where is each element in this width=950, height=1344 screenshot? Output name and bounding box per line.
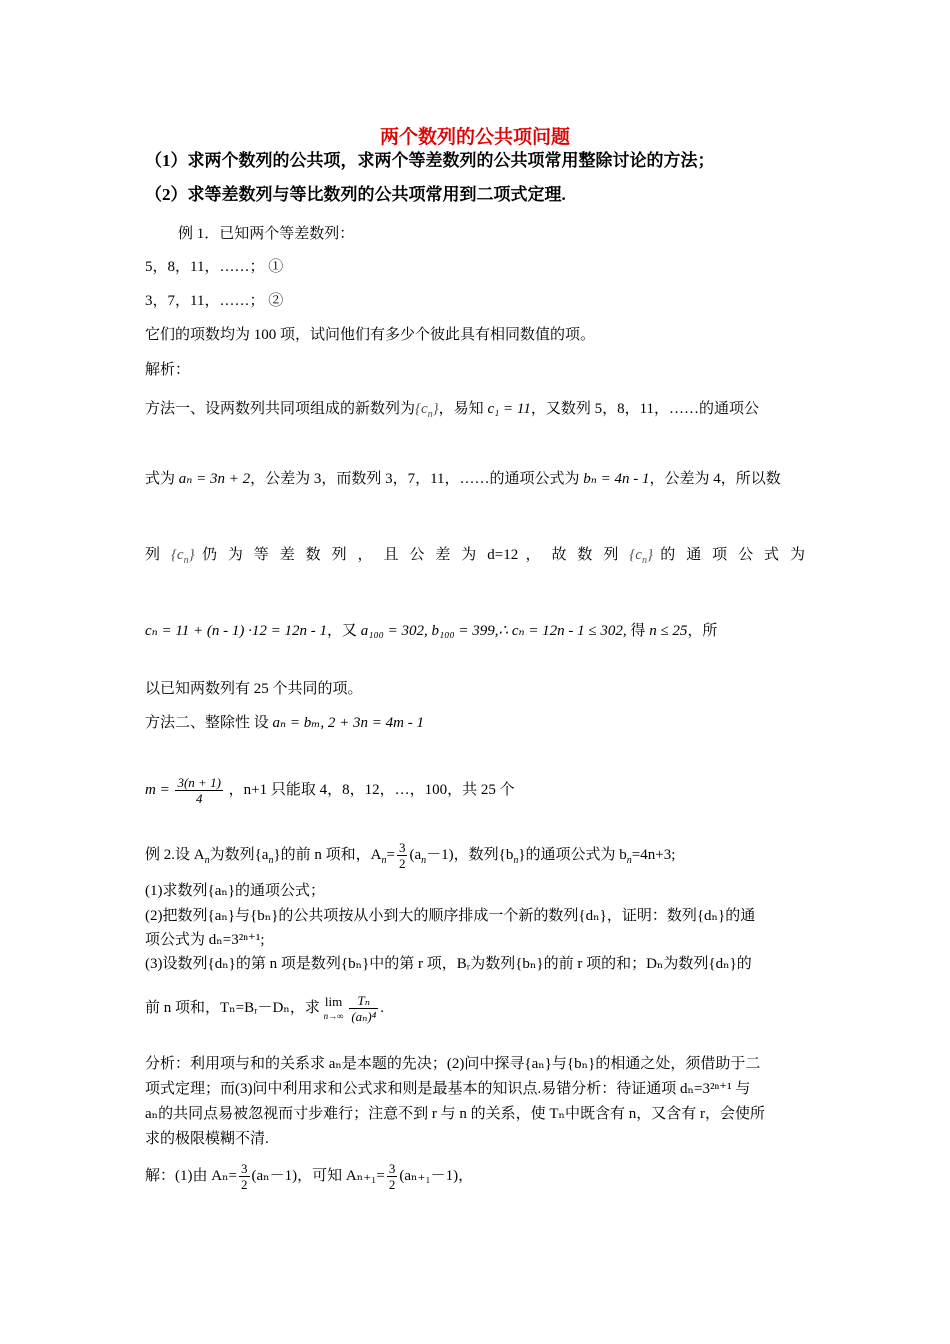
formula-values: a₁₀₀ = 302, b₁₀₀ = 399,∴ cₙ = 12n - 1 ≤ 302, xyxy=(360,623,627,639)
sequence-2: 3，7，11，……； ② xyxy=(145,293,284,309)
question-3a: (3)设数列{dₙ}的第 n 项是数列{bₙ}中的第 r 项，Bᵣ为数列{bₙ}的前 r 项的和；Dₙ为数列{dₙ}的 xyxy=(145,956,752,972)
question-2b: 项公式为 dₙ=3²ⁿ⁺¹; xyxy=(145,932,265,948)
method1-line1: 方法一、设两数列共同项组成的新数列为$\{c_n\}$，易知 c₁ = 11，又数列 5，8，11，……的通项公 xyxy=(145,401,760,420)
example1-question: 它们的项数均为 100 项，试问他们有多少个彼此具有相同数值的项。 xyxy=(145,327,596,343)
formula-bn: bₙ = 4n - 1 xyxy=(583,471,650,487)
formula-n-bound: n ≤ 25 xyxy=(649,623,688,639)
method1-conclusion: 以已知两数列有 25 个共同的项。 xyxy=(145,681,363,697)
method1-line2: 式为 aₙ = 3n + 2，公差为 3，而数列 3，7，11，……的通项公式为 bₙ = 4n - 1，公差为 4，所以数 xyxy=(145,471,781,487)
limit-fraction: $\frac{\text{Tₙ}}{\text{(aₙ)⁴}}$ xyxy=(351,993,377,1025)
method1-line4: cₙ = 11 + (n - 1) ·12 = 12n - 1，又 a₁₀₀ = 302, b₁₀₀ = 399,∴ cₙ = 12n - 1 ≤ 302, 得 n ≤ 25，所 xyxy=(145,623,718,639)
formula-an: aₙ = 3n + 2 xyxy=(178,471,251,487)
set-cn: $\{c_n\}$ xyxy=(415,401,439,420)
analysis-line3: aₙ的共同点易被忽视而寸步难行；注意不到 r 与 n 的关系，使 Tₙ中既含有 n，又含有 r，会使所 xyxy=(145,1106,766,1122)
analysis-line4: 求的极限模糊不清. xyxy=(145,1131,269,1147)
analysis-label: 解析： xyxy=(145,362,191,378)
method2-line2: m = $\frac{3(n + 1)}{4}$ ，n+1 只能取 4，8，12，…，100，共 25 个 xyxy=(145,775,515,807)
limit-symbol: lim n→∞ xyxy=(323,993,344,1021)
method1-line3: 列 $\{c_n\}$ 仍 为 等 差 数 列 ， 且 公 差 为 d=12 ， 故 数 列 $\{c_n\}$ 的 通 项 公 式 为 xyxy=(145,547,805,566)
question-2a: (2)把数列{aₙ}与{bₙ}的公共项按从小到大的顺序排成一个新的数列{dₙ}，证明：数列{dₙ}的通 xyxy=(145,908,756,924)
sequence-1: 5，8，11，……； ① xyxy=(145,259,284,275)
example2-line1: 例 2.设 $A_n$为数列$\{a_n\}$的前 n 项和，$A_n=$ $\frac{3}{2}$ $(a_n-1)$，数列$\{b_n\}$的通项公式为 $b_n=4n+3$; xyxy=(145,840,676,872)
question-1: (1)求数列{aₙ}的通项公式； xyxy=(145,883,326,899)
formula-cn: cₙ = 11 + (n - 1) ·12 = 12n - 1 xyxy=(145,623,327,639)
method-heading-2: （2）求等差数列与等比数列的公共项常用到二项式定理. xyxy=(145,185,566,204)
formula-c1: c₁ = 11 xyxy=(487,401,531,417)
question-3b: 前 n 项和，Tₙ=Bᵣ－Dₙ，求 lim n→∞ $\frac{\text{Tₙ}}{\text{(aₙ)⁴}}$ . xyxy=(145,993,385,1025)
fraction-3-2: $\frac{3}{2}$ xyxy=(398,840,406,872)
example1-intro: 例 1．已知两个等差数列： xyxy=(178,226,355,242)
analysis-line2: 项式定理；而(3)问中利用求和公式求和则是最基本的知识点.易错分析：待证通项 dₙ=3²ⁿ⁺¹ 与 xyxy=(145,1081,751,1097)
method-heading-1: （1）求两个数列的公共项，求两个等差数列的公共项常用整除讨论的方法； xyxy=(145,151,715,170)
fraction-m: $\frac{3(n + 1)}{4}$ xyxy=(177,775,221,807)
set-cn-2: $\{c_n\}$ xyxy=(170,547,195,566)
method2-line1: 方法二、整除性 设 aₙ = bₘ, 2 + 3n = 4m - 1 xyxy=(145,715,424,731)
analysis-line1: 分析：利用项与和的关系求 aₙ是本题的先决；(2)问中探寻{aₙ}与{bₙ}的相通之处，须借助于二 xyxy=(145,1056,761,1072)
solution-line1: 解：(1)由 Aₙ= $\frac{3}{2}$ (aₙ－1)，可知 Aₙ₊₁= $\frac{3}{2}$ (aₙ₊₁－1)， xyxy=(145,1161,474,1193)
page-title: 两个数列的公共项问题 xyxy=(379,127,570,148)
formula-equation: aₙ = bₘ, 2 + 3n = 4m - 1 xyxy=(272,715,424,731)
set-cn-3: $\{c_n\}$ xyxy=(629,547,653,566)
